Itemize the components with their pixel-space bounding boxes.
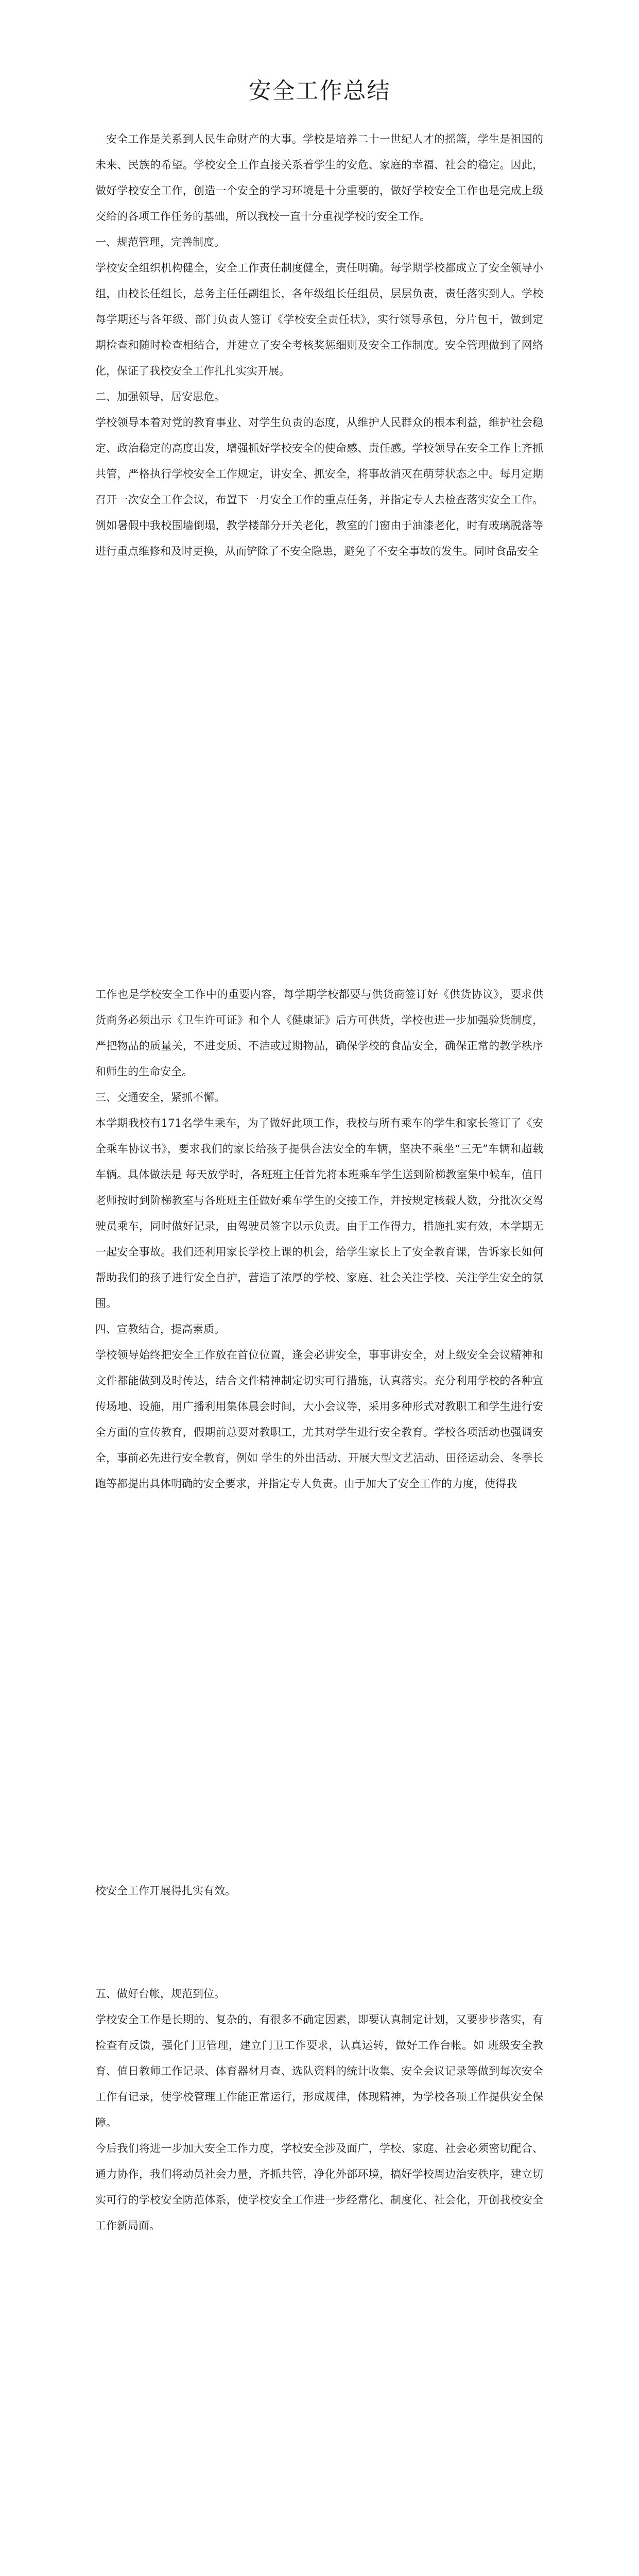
- paragraph: 学校领导始终把安全工作放在首位位置，逢会必讲安全，事事讲安全，对上级安全会议精神和文件都能做到及时传达，结合文件精神制定切实可行措施，认真落实。充分利用学校的各种宣传场地、设施，用广播利用集体晨会时间，大小会议等，采用多种形式对教职工和学生进行安全方面的宣传教育，假期前总要对教职工，尤其对学生进行安全教育。学校各项活动也强调安全，事前必先进行安全教育，例如 学生的外出活动、开展大型文艺活动、田径运动会、冬季长跑等都提出具体明确的安全要求，并指定专人负责。由于加大了安全工作的力度，使得我: [95, 1349, 543, 1490]
- paragraph: 学校安全工作是长期的、复杂的，有很多不确定因素，即要认真制定计划，又要步步落实，有检查有反馈，强化门卫管理，建立门卫工作要求，认真运转，做好工作台帐。如 班级安全教育、值日教师工作记录、体育器材月查、选队资料的统计收集、安全会议记录等做到每次安全工作有记录，使学校管理工作能正常运行，形成规律，体现精神，为学校各项工作提供安全保障。: [95, 2013, 543, 2129]
- section-heading-1: 一、规范管理，完善制度。: [95, 236, 225, 248]
- paragraph-closing: 今后我们将进一步加大安全工作力度，学校安全涉及面广，学校、家庭、社会必须密切配合、通力协作，我们将动员社会力量，齐抓共管，净化外部环境，搞好学校周边治安秩序，建立切实可行的学校安全防范体系，使学校安全工作进一步经常化、制度化、社会化，开创我校安全工作新局面。: [95, 2142, 543, 2232]
- section-heading-4: 四、宣教结合，提高素质。: [95, 1323, 225, 1335]
- paragraph: 本学期我校有171名学生乘车，为了做好此项工作，我校与所有乘车的学生和家长签订了《安全乘车协议书》，要求我们的家长给孩子提供合法安全的车辆，坚决不乘坐“三无”车辆和超载车辆。具体做法是 每天放学时，各班班主任首先将本班乘车学生送到阶梯教室集中候车，值日老师按时到阶梯教室与各班班主任做好乘车学生的交接工作，并按规定核载人数，分批次交驾驶员乘车，同时做好记录，由驾驶员签字以示负责。由于工作得力，措施扎实有效，本学期无一起安全事故。我们还利用家长学校上课的机会，给学生家长上了安全教育课，告诉家长如何帮助我们的孩子进行安全自护，营造了浓厚的学校、家庭、社会关注学校、关注学生安全的氛围。: [95, 1117, 543, 1310]
- section-heading-3: 三、交通安全，紧抓不懈。: [95, 1091, 225, 1104]
- paragraph: 学校安全组织机构健全，安全工作责任制度健全，责任明确。每学期学校都成立了安全领导小组，由校长任组长，总务主任任副组长，各年级组长任组员，层层负责，责任落实到人。学校每学期还与各年级、部门负责人签订《学校安全责任状》，实行领导承包，分片包干，做到定期检查和随时检查相结合，并建立了安全考核奖惩细则及安全工作制度。安全管理做到了网络化，保证了我校安全工作扎扎实实开展。: [95, 262, 543, 377]
- paragraph: 校安全工作开展得扎实有效。: [95, 1885, 236, 1897]
- section-heading-2: 二、加强领导，居安思危。: [95, 391, 225, 403]
- text-block-1: [95, 126, 543, 564]
- page-title: 安全工作总结: [248, 78, 391, 104]
- text-block-4: [95, 1981, 543, 2239]
- paragraph: 工作也是学校安全工作中的重要内容，每学期学校都要与供货商签订好《供货协议》，要求供货商务必须出示《卫生许可证》和个人《健康证》后方可供货，学校也进一步加强验货制度，严把物品的质量关，不进变质、不洁或过期物品，确保学校的食品安全，确保正常的教学秩序和师生的生命安全。: [95, 988, 543, 1078]
- text-block-2: [95, 981, 543, 1497]
- paragraph-intro: 安全工作是关系到人民生命财产的大事。学校是培养二十一世纪人才的摇篮，学生是祖国的未来、民族的希望。学校安全工作直接关系着学生的安危、家庭的幸福、社会的稳定。因此，做好学校安全工作，创造一个安全的学习环境是十分重要的，做好学校安全工作也是完成上级交给的各项工作任务的基础，所以我校一直十分重视学校的安全工作。: [95, 133, 543, 223]
- paragraph: 学校领导本着对党的教育事业、对学生负责的态度，从维护人民群众的根本利益，维护社会稳定、政治稳定的高度出发，增强抓好学校安全的使命感、责任感。学校领导在安全工作上齐抓共管，严格执行学校安全工作规定，讲安全、抓安全，将事故消灭在萌芽状态之中。每月定期召开一次安全工作会议，布置下一月安全工作的重点任务，并指定专人去检查落实安全工作。例如暑假中我校围墙倒塌，教学楼部分开关老化，教室的门窗由于油漆老化，时有玻璃脱落等进行重点维修和及时更换，从而铲除了不安全隐患，避免了不安全事故的发生。同时食品安全: [95, 416, 543, 557]
- section-heading-5: 五、做好台帐，规范到位。: [95, 1988, 225, 2000]
- text-block-3: [95, 1878, 543, 1904]
